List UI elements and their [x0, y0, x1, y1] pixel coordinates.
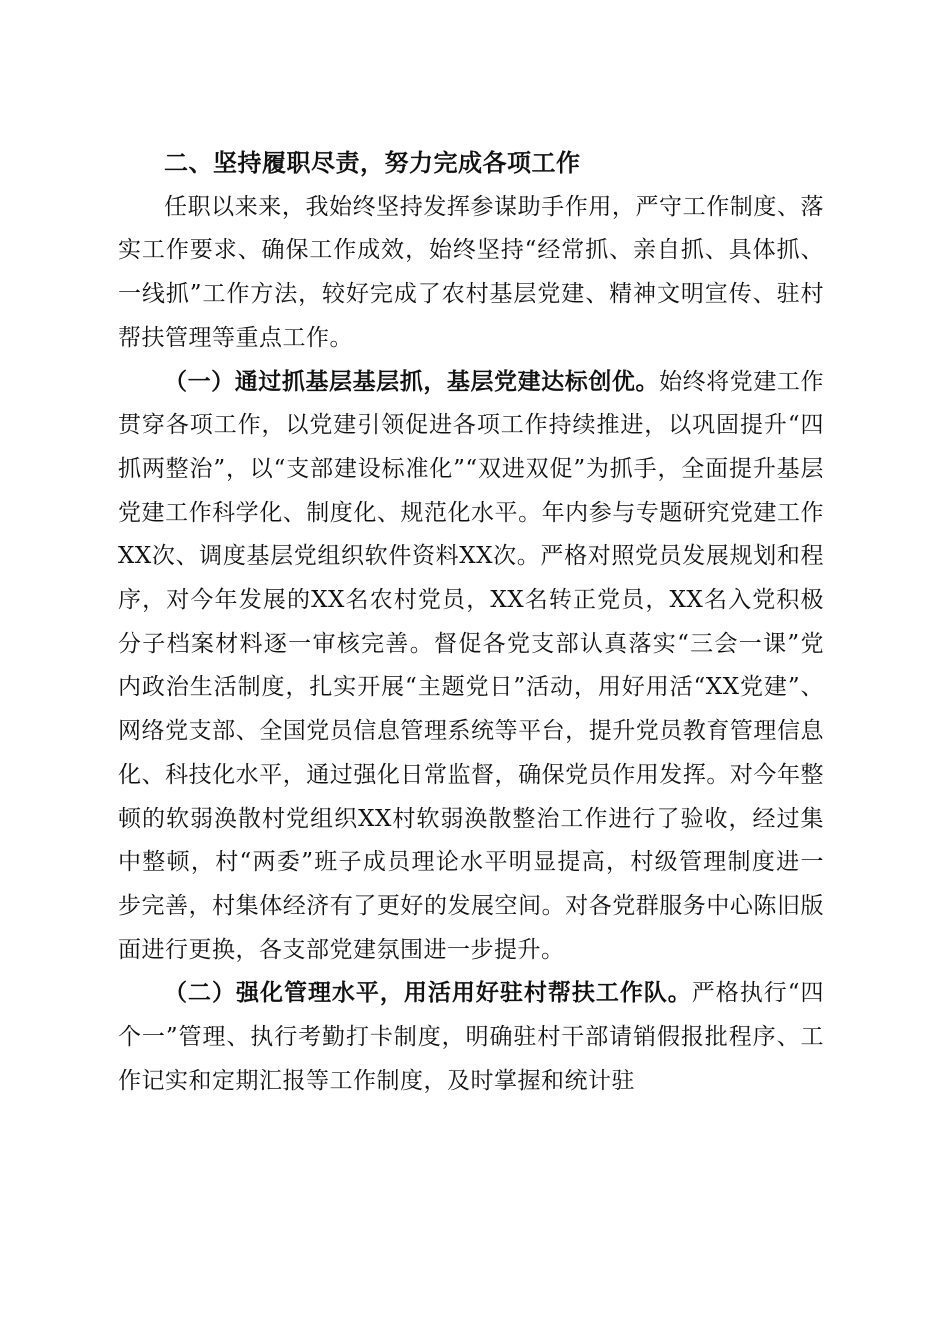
intro-paragraph	[118, 186, 824, 361]
subsection-1-lead: （一）通过抓基层基层抓，基层党建达标创优。	[164, 368, 660, 395]
subsection-1-paragraph	[118, 361, 824, 973]
subsection-2-lead: （二）强化管理水平，用活用好驻村帮扶工作队。	[164, 980, 692, 1007]
section-heading: 二、坚持履职尽责，努力完成各项工作	[164, 149, 581, 177]
subsection-2-paragraph	[118, 972, 824, 1103]
document-body	[118, 142, 824, 1103]
subsection-1-body: 始终将党建工作贯穿各项工作，以党建引领促进各项工作持续推进，以巩固提升“四抓两整治”，以“支部建设标准化”“双进双促”为抓手，全面提升基层党建工作科学化、制度化、规范化水平。年内参与专题研究党建工作XX次、调度基层党组织软件资料XX次。严格对照党员发展规划和程序，对今年发展的XX名农村党员，XX名转正党员，XX名入党积极分子档案材料逐一审核完善。督促各党支部认真落实“三会一课”党内政治生活制度，扎实开展“主题党日”活动，用好用活“XX党建”、网络党支部、全国党员信息管理系统等平台，提升党员教育管理信息化、科技化水平，通过强化日常监督，确保党员作用发挥。对今年整顿的软弱涣散村党组织XX村软弱涣散整治工作进行了验收，经过集中整顿，村“两委”班子成员理论水平明显提高，村级管理制度进一步完善，村集体经济有了更好的发展空间。对各党群服务中心陈旧版面进行更换，各支部党建氛围进一步提升。	[118, 368, 825, 963]
subsection-2-body: 严格执行“四个一”管理、执行考勤打卡制度，明确驻村干部请销假报批程序、工作记实和定期汇报等工作制度，及时掌握和统计驻	[118, 980, 825, 1094]
paragraph-body: 任职以来来，我始终坚持发挥参谋助手作用，严守工作制度、落实工作要求、确保工作成效，始终坚持“经常抓、亲自抓、具体抓、一线抓”工作方法，较好完成了农村基层党建、精神文明宣传、驻村帮扶管理等重点工作。	[118, 193, 824, 351]
